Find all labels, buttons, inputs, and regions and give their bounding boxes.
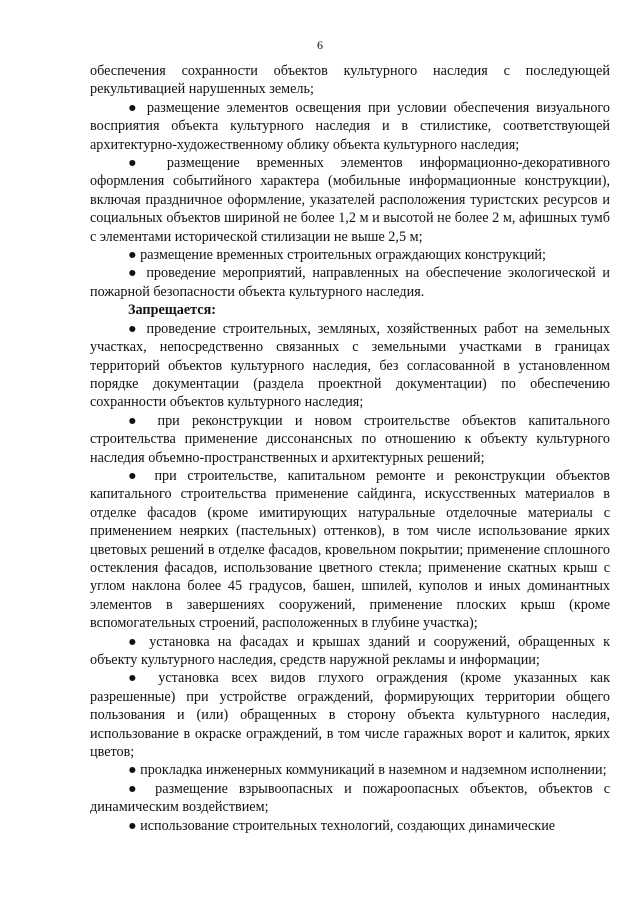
bullet-item: ● при реконструкции и новом строительстве объектов капитального строительства применение диссонансных по отношению к объекту культурного наследия объемно-пространственных и архитектурных решений; <box>90 412 610 466</box>
paragraph: обеспечения сохранности объектов культурного наследия с последующей рекультивацией нарушенных земель; <box>90 63 610 98</box>
bullet-item: ● использование строительных технологий, создающих динамические <box>128 817 556 834</box>
section-heading: Запрещается: <box>128 302 216 319</box>
page-number: 6 <box>317 38 323 52</box>
bullet-item: ● установка всех видов глухого ограждения (кроме указанных как разрешенные) при устройстве ограждений, формирующих территории общего пользования и (или) обращенных в сторону объекта культурного наследия, использование в окраске ограждений, в том числе гаражных ворот и калиток, ярких цветов; <box>90 670 610 761</box>
bullet-item: ● размещение элементов освещения при условии обеспечения визуального восприятия объекта культурного наследия и в стилистике, соответствующей архитектурно-художественному облику объекта культурного наследия; <box>90 99 610 153</box>
document-body <box>90 62 610 835</box>
bullet-item: ● при строительстве, капитальном ремонте и реконструкции объектов капитального строительства применение сайдинга, искусственных материалов в отделке фасадов (кроме имитирующих натуральные отделочные материалы с применением неярких (пастельных) оттенков), в том числе использование ярких цветовых решений в отделке фасадов, кровельном покрытии; применение сплошного остекления фасадов, использование цветного стекла; применение скатных крыш с углом наклона более 45 градусов, башен, шпилей, куполов и иных доминантных элементов в завершениях сооружений, применение плоских крыш (кроме вспомогательных строений, расположенных в глубине участка); <box>90 467 610 632</box>
bullet-item: ● размещение временных элементов информационно-декоративного оформления событийного характера (мобильные информационные конструкции), включая праздничное оформление, указателей расположения туристских ресурсов и социальных объектов шириной не более 1,2 м и высотой не более 2 м, афишных тумб с элементами исторической стилизации не выше 2,5 м; <box>90 155 610 245</box>
bullet-item: ● установка на фасадах и крышах зданий и сооружений, обращенных к объекту культурного наследия, средств наружной рекламы и информации; <box>90 633 610 668</box>
bullet-item: ● проведение строительных, земляных, хозяйственных работ на земельных участках, непосредственно связанных с земельными участками в границах территорий объектов культурного наследия, без согласованной в установленном порядке документации (раздела проектной документации) по обеспечению сохранности объектов культурного наследия; <box>90 320 610 411</box>
bullet-item: ● размещение взрывоопасных и пожароопасных объектов, объектов с динамическим воздействием; <box>90 780 610 816</box>
bullet-item: ● прокладка инженерных коммуникаций в наземном и надземном исполнении; <box>128 762 607 779</box>
bullet-item: ● проведение мероприятий, направленных на обеспечение экологической и пожарной безопасности объекта культурного наследия. <box>90 265 610 300</box>
bullet-item: ● размещение временных строительных ограждающих конструкций; <box>128 247 546 264</box>
